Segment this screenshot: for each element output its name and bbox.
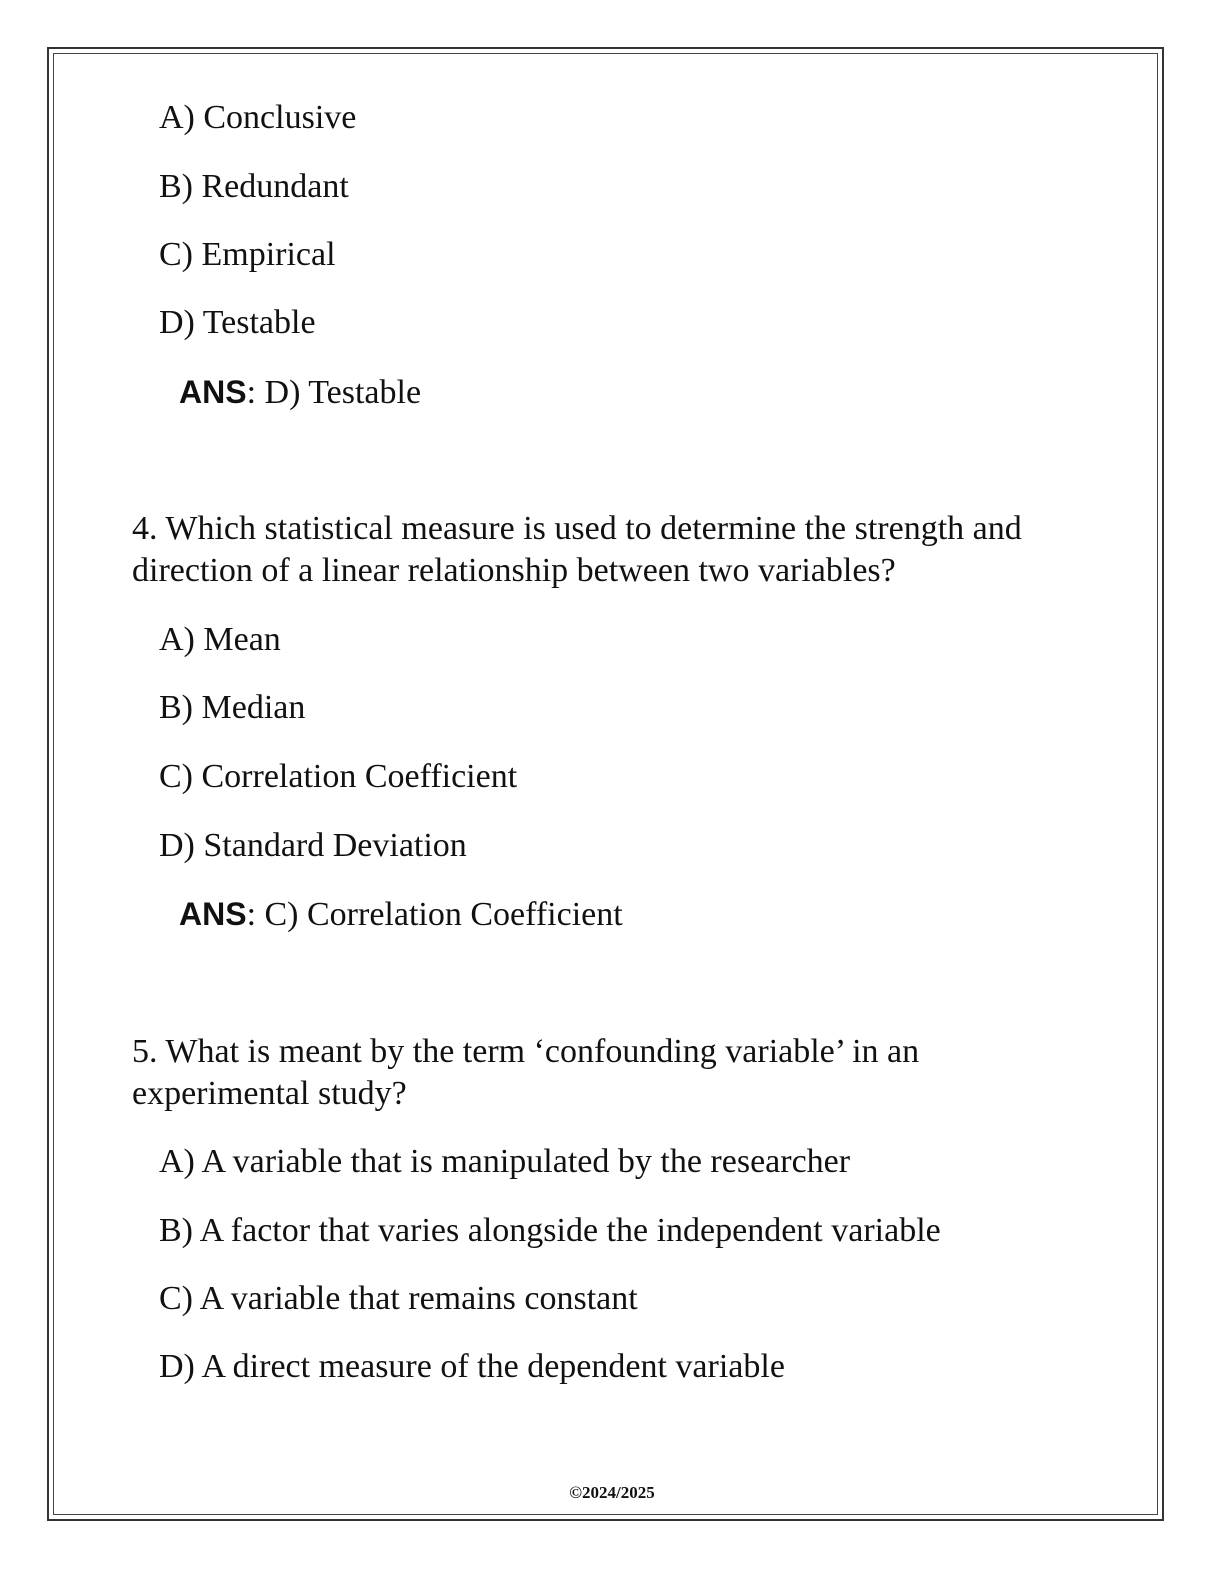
question-4-option-a: A) Mean — [159, 621, 281, 658]
answer-text: : C) Correlation Coefficient — [246, 896, 623, 933]
option-c: C) Empirical — [159, 236, 336, 273]
answer-line — [179, 371, 421, 414]
question-5-option-c: C) A variable that remains constant — [159, 1280, 638, 1317]
option-d: D) Testable — [159, 304, 316, 341]
question-4-option-b: B) Median — [159, 689, 306, 726]
answer-label: ANS — [179, 374, 247, 410]
copyright-footer: ©2024/2025 — [569, 1483, 655, 1502]
question-5-option-a: A) A variable that is manipulated by the researcher — [159, 1143, 851, 1180]
question-4-option-d: D) Standard Deviation — [159, 827, 467, 864]
option-a: A) Conclusive — [159, 99, 357, 136]
answer-text: : D) Testable — [246, 374, 422, 411]
option-b: B) Redundant — [159, 168, 349, 205]
question-4-line-2: direction of a linear relationship between two variables? — [132, 552, 896, 589]
question-4-line-1: 4. Which statistical measure is used to determine the strength and — [132, 510, 1022, 547]
question-4-option-c: C) Correlation Coefficient — [159, 758, 518, 795]
answer-label: ANS — [179, 896, 247, 932]
question-4-answer-line — [179, 893, 623, 936]
question-5-option-d: D) A direct measure of the dependent variable — [159, 1348, 785, 1385]
question-5-option-b: B) A factor that varies alongside the independent variable — [159, 1212, 941, 1249]
question-5-line-1: 5. What is meant by the term ‘confounding variable’ in an — [132, 1033, 920, 1070]
question-5-line-2: experimental study? — [132, 1075, 407, 1112]
